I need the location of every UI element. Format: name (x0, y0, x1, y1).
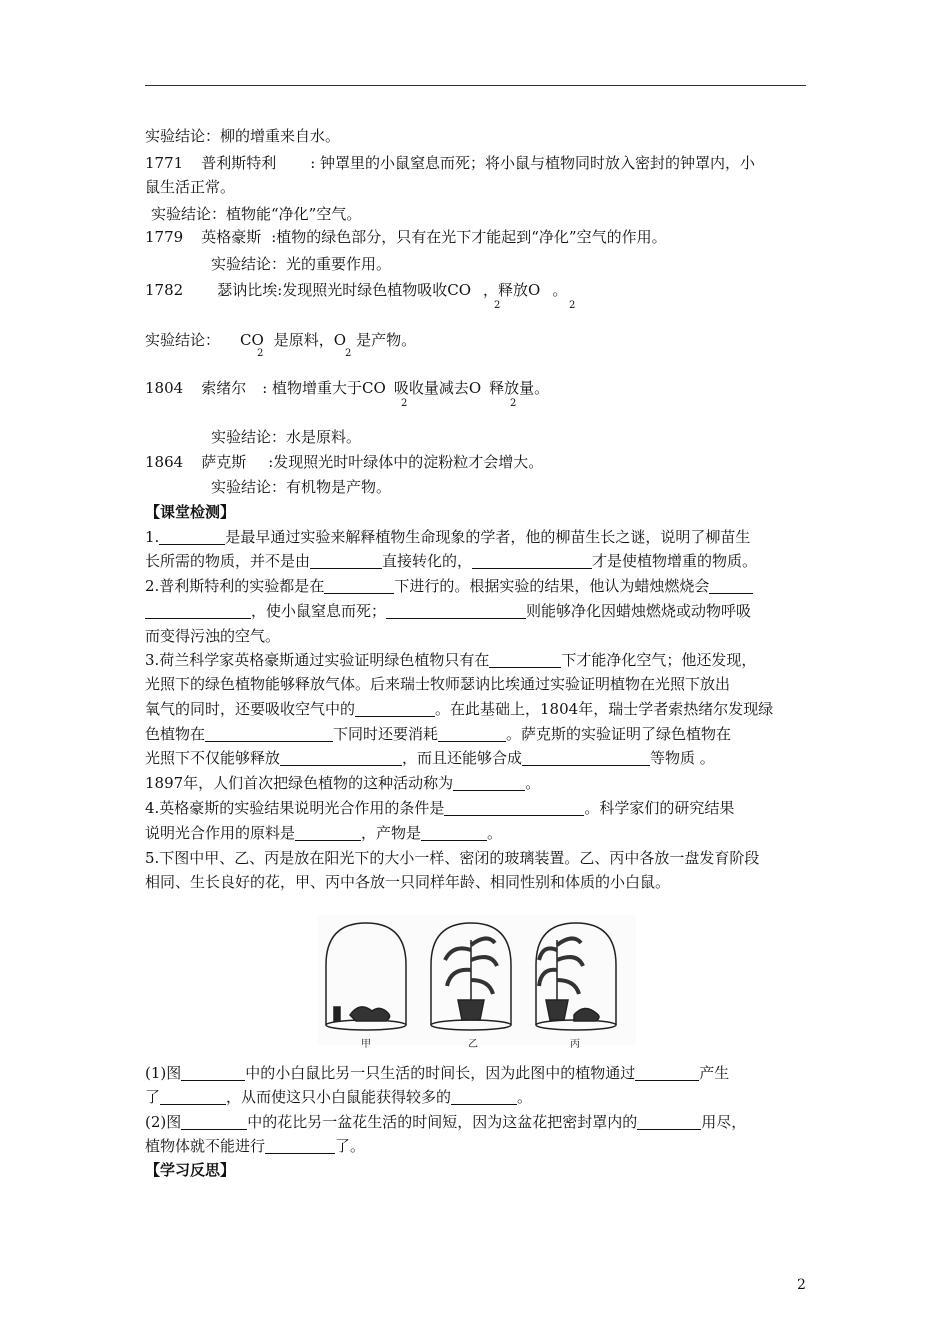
question-line: 5.下图中甲、乙、丙是放在阳光下的大小一样、密闭的玻璃装置。乙、丙中各放一盘发育阶段 (145, 849, 760, 867)
answer-blank[interactable] (324, 577, 394, 594)
subscript: 2 (494, 300, 501, 311)
answer-blank[interactable] (160, 1088, 226, 1105)
answer-blank[interactable] (444, 799, 584, 816)
answer-blank[interactable] (355, 700, 435, 717)
question-line: 色植物在 下同时还要消耗 。萨克斯的实验证明了绿色植物在 (145, 725, 732, 743)
header-rule (145, 85, 806, 86)
question-line: 1. 是最早通过实验来解释植物生命现象的学者，他的柳苗生长之谜，说明了柳苗生 (145, 528, 751, 546)
answer-blank[interactable] (205, 725, 333, 742)
answer-blank[interactable] (145, 602, 251, 619)
answer-blank[interactable] (310, 552, 382, 569)
answer-blank[interactable] (280, 749, 402, 766)
history-line: 1864 萨克斯 :发现照光时叶绿体中的淀粉粒才会增大。 (145, 453, 544, 471)
answer-blank[interactable] (453, 774, 525, 791)
answer-blank[interactable] (635, 1064, 699, 1081)
answer-blank[interactable] (295, 824, 361, 841)
answer-blank[interactable] (451, 1088, 517, 1105)
history-line: 实验结论：有机物是产物。 (211, 478, 392, 496)
question-line: 光照下的绿色植物能够释放气体。后来瑞士牧师瑟讷比埃通过实验证明植物在光照下放出 (145, 675, 731, 693)
subscript: 2 (510, 398, 517, 409)
subscript: 2 (401, 398, 408, 409)
subscript: 2 (569, 300, 576, 311)
answer-blank[interactable] (181, 1113, 247, 1130)
question-line: (2)图 中的花比另一盆花生活的时间短，因为这盆花把密封罩内的 用尽， (145, 1113, 747, 1131)
history-line: 1782 瑟讷比埃:发现照光时绿色植物吸收CO ，释放O 。 (145, 281, 568, 299)
question-line: 长所需的物质，并不是由 直接转化的， 才是使植物增重的物质。 (145, 552, 758, 570)
history-line: 实验结论：光的重要作用。 (211, 255, 392, 273)
history-line: 1804 索绪尔 : 植物增重大于CO 吸收量减去O 释放量。 (145, 379, 550, 397)
bell-jar-figure (318, 915, 636, 1045)
history-line: 1779 英格豪斯 :植物的绿色部分，只有在光下才能起到“净化”空气的作用。 (145, 228, 667, 246)
answer-blank[interactable] (438, 725, 506, 742)
history-line: 鼠生活正常。 (145, 178, 236, 196)
answer-blank[interactable] (637, 1113, 701, 1130)
history-line: 实验结论：植物能“净化”空气。 (151, 205, 362, 223)
section-heading: 【学习反思】 (145, 1161, 236, 1179)
figure-label-jia: 甲 (361, 1039, 371, 1050)
figure-label-yi: 乙 (468, 1039, 478, 1050)
answer-blank[interactable] (472, 552, 592, 569)
history-line: 实验结论： CO 是原料，O 是产物。 (145, 331, 417, 349)
answer-blank[interactable] (386, 602, 526, 619)
question-line: 植物体就不能进行 了。 (145, 1137, 366, 1155)
question-line: 相同、生长良好的花，甲、丙中各放一只同样年龄、相同性别和体质的小白鼠。 (145, 873, 671, 891)
question-line: 4.英格豪斯的实验结果说明光合作用的条件是 。科学家们的研究结果 (145, 799, 735, 817)
figure-label-bing: 丙 (570, 1039, 580, 1050)
history-line: 1771 普利斯特利 : 钟罩里的小鼠窒息而死；将小鼠与植物同时放入密封的钟罩内，小 (145, 154, 756, 172)
question-line: ，使小鼠窒息而死； 则能够净化因蜡烛燃烧或动物呼吸 (145, 601, 751, 621)
question-line: 3.荷兰科学家英格豪斯通过实验证明绿色植物只有在 下才能净化空气；他还发现， (145, 651, 757, 669)
answer-blank[interactable] (709, 577, 753, 594)
subscript: 2 (257, 348, 264, 359)
answer-blank[interactable] (489, 651, 561, 668)
history-line: 实验结论：水是原料。 (211, 428, 362, 446)
answer-blank[interactable] (159, 528, 225, 545)
question-line: 光照下不仅能够释放 ，而且还能够合成 等物质 。 (145, 749, 715, 767)
question-line: 了 ，从而使这只小白鼠能获得较多的 。 (145, 1088, 533, 1106)
question-line: 说明光合作用的原料是 ，产物是 。 (145, 824, 503, 842)
answer-blank[interactable] (181, 1064, 245, 1081)
subscript: 2 (345, 348, 352, 359)
question-line: 氧气的同时，还要吸收空气中的 。在此基础上，1804年，瑞士学者索热绪尔发现绿 (145, 700, 774, 718)
answer-blank[interactable] (421, 824, 487, 841)
history-line: 实验结论：柳的增重来自水。 (145, 127, 341, 145)
question-line: 2.普利斯特利的实验都是在 下进行的。根据实验的结果，他认为蜡烛燃烧会 (145, 576, 753, 596)
answer-blank[interactable] (522, 749, 650, 766)
question-line: 而变得污浊的空气。 (145, 627, 281, 645)
section-heading: 【课堂检测】 (145, 503, 236, 521)
page-number: 2 (797, 1277, 806, 1293)
question-line: 1897年，人们首次把绿色植物的这种活动称为 。 (145, 774, 541, 792)
question-line: (1)图 中的小白鼠比另一只生活的时间长，因为此图中的植物通过 产生 (145, 1064, 730, 1082)
answer-blank[interactable] (265, 1137, 335, 1154)
